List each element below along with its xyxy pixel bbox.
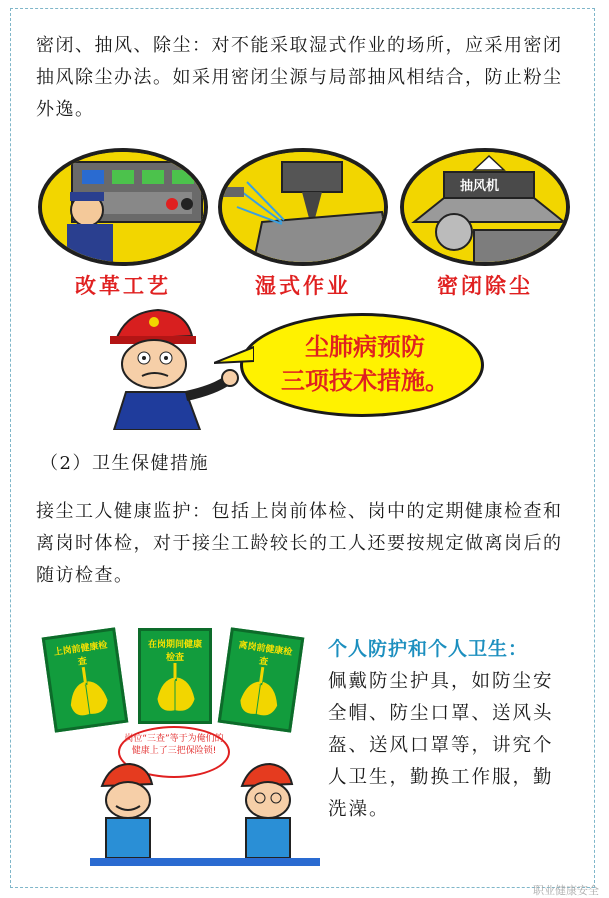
poster-on-job-check — [138, 628, 212, 724]
poster-label: 在岗期间健康检查 — [147, 640, 202, 663]
lungs-icon — [155, 659, 197, 713]
speech-bubble-tail — [214, 345, 254, 365]
illustration-sealed-dust-removal — [400, 148, 570, 266]
intro-paragraph: 密闭、抽风、除尘：对不能采取湿式作业的场所，应采用密闭抽风除尘办法。如采用密闭尘源与局部抽风相结合，防止粉尘外逸。 — [36, 35, 563, 120]
lungs-icon — [236, 660, 285, 719]
poster-leaving-job-check — [218, 627, 305, 732]
lungs-icon — [63, 660, 112, 719]
section-heading: （2）卫生保健措施 — [40, 453, 209, 474]
illustration-reform-process — [38, 148, 208, 266]
poster-label: 离岗前健康检查 — [237, 640, 293, 668]
caption-wet-operation: 湿式作业 — [255, 274, 351, 298]
watermark: 职业健康安全 — [533, 884, 599, 897]
poster-label: 上岗前健康检查 — [53, 640, 109, 668]
speech-bubble-text — [260, 330, 470, 398]
protection-body: 佩戴防尘护具，如防尘安全帽、防尘口罩、送风头盔、送风口罩等，讲究个人卫生，勤换工作服，勤洗澡。 — [328, 671, 554, 820]
caption-sealed-dust-removal: 密闭除尘 — [437, 274, 533, 298]
worker-cartoon — [96, 300, 246, 430]
fan-label: 抽风机 — [460, 179, 500, 194]
speech-line-1: 尘肺病预防 — [305, 333, 425, 361]
poster-pre-job-check — [42, 627, 129, 732]
two-workers-cartoon — [90, 760, 320, 868]
health-paragraph: 接尘工人健康监护：包括上岗前体检、岗中的定期健康检查和离岗时体检，对于接尘工龄较长的工人还要按规定做离岗后的随访检查。 — [36, 501, 563, 586]
protection-title: 个人防护和个人卫生： — [328, 638, 529, 660]
caption-reform-process: 改革工艺 — [75, 274, 171, 298]
worker-speech-text: 岗位“三查”等于为俺们的健康上了三把保险锁! — [124, 734, 224, 756]
speech-line-2: 三项技术措施。 — [281, 367, 449, 395]
illustration-wet-operation — [218, 148, 388, 266]
